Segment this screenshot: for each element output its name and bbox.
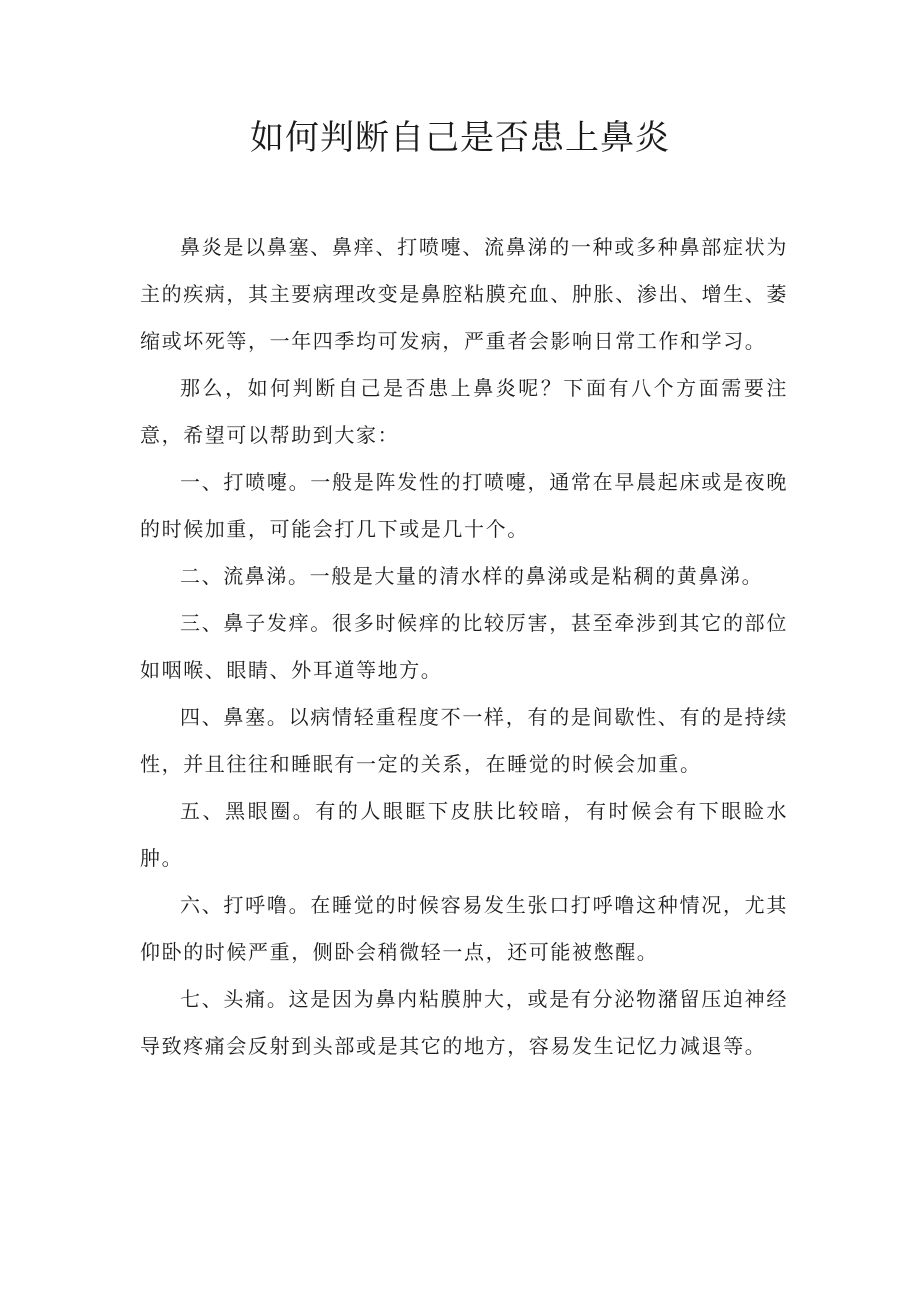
paragraph-intro: 鼻炎是以鼻塞、鼻痒、打喷嚏、流鼻涕的一种或多种鼻部症状为主的疾病，其主要病理改变是鼻腔粘膜充血、肿胀、渗出、增生、萎缩或坏死等，一年四季均可发病，严重者会影响日常工作和学习。	[140, 235, 788, 353]
paragraph-item-6: 六、打呼噜。在睡觉的时候容易发生张口打呼噜这种情况，尤其仰卧的时候严重，侧卧会稍微轻一点，还可能被憋醒。	[140, 893, 788, 964]
document-body	[140, 224, 788, 1070]
document-title: 如何判断自己是否患上鼻炎	[250, 118, 670, 158]
paragraph-item-3: 三、鼻子发痒。很多时候痒的比较厉害，甚至牵涉到其它的部位如咽喉、眼睛、外耳道等地方。	[140, 611, 788, 682]
paragraph-item-2: 二、流鼻涕。一般是大量的清水样的鼻涕或是粘稠的黄鼻涕。	[180, 564, 764, 588]
paragraph-item-5: 五、黑眼圈。有的人眼眶下皮肤比较暗，有时候会有下眼睑水肿。	[140, 799, 788, 870]
paragraph-item-7: 七、头痛。这是因为鼻内粘膜肿大，或是有分泌物潴留压迫神经导致疼痛会反射到头部或是其它的地方，容易发生记忆力减退等。	[140, 987, 788, 1058]
paragraph-item-1: 一、打喷嚏。一般是阵发性的打喷嚏，通常在早晨起床或是夜晚的时候加重，可能会打几下或是几十个。	[140, 470, 788, 541]
paragraph-item-4: 四、鼻塞。以病情轻重程度不一样，有的是间歇性、有的是持续性，并且往往和睡眠有一定的关系，在睡觉的时候会加重。	[140, 705, 788, 776]
paragraph-question: 那么，如何判断自己是否患上鼻炎呢？下面有八个方面需要注意，希望可以帮助到大家：	[140, 376, 788, 447]
